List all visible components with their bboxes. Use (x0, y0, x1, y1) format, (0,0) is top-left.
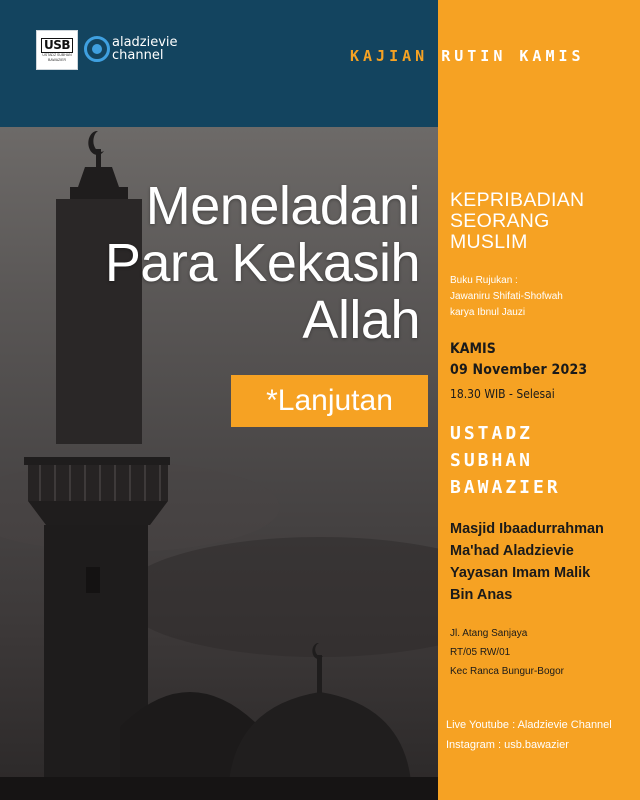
schedule (450, 339, 587, 404)
reference-line-3: karya Ibnul Jauzi (450, 307, 526, 318)
title-line-2: Para Kekasih (104, 233, 420, 293)
usb-logo-text: USB (41, 38, 73, 53)
schedule-day: KAMIS (450, 341, 496, 357)
youtube-link-text: Live Youtube : Aladzievie Channel (446, 719, 612, 731)
usb-logo-icon (36, 30, 78, 70)
reference-line-1: Buku Rujukan : (450, 275, 518, 286)
social-links (446, 715, 612, 755)
venue (450, 518, 604, 606)
address-line-3: Kec Ranca Bungur-Bogor (450, 666, 564, 677)
aladzievie-channel-logo-icon (84, 32, 178, 66)
main-title (20, 178, 420, 349)
venue-line-1: Masjid Ibaadurrahman (450, 521, 604, 537)
kajian-heading (350, 47, 585, 65)
speaker-line-2: SUBHAN (450, 450, 534, 471)
speaker-line-3: BAWAZIER (450, 477, 561, 498)
address (450, 624, 564, 681)
address-line-2: RT/05 RW/01 (450, 647, 511, 658)
lanjutan-badge: *Lanjutan (231, 375, 428, 427)
topic-line-1: KEPRIBADIAN (450, 189, 585, 211)
speaker-name (450, 420, 561, 501)
title-line-3: Allah (302, 290, 420, 350)
channel-logo-line2: channel (112, 48, 164, 63)
speaker-line-1: USTADZ (450, 423, 534, 444)
kajian-left-text: KAJIAN (350, 47, 442, 65)
channel-logo-mark (84, 36, 110, 62)
topic-line-2: SEORANG (450, 210, 550, 232)
topic-line-3: MUSLIM (450, 231, 528, 253)
topic-title (450, 190, 584, 253)
venue-line-2: Ma'had Aladzievie (450, 543, 574, 559)
venue-line-4: Bin Anas (450, 587, 513, 603)
instagram-link-text: Instagram : usb.bawazier (446, 739, 569, 751)
schedule-time: 18.30 WIB - Selesai (450, 387, 555, 401)
title-line-1: Meneladani (145, 176, 420, 236)
schedule-date: 09 November 2023 (450, 362, 588, 378)
venue-line-3: Yayasan Imam Malik (450, 565, 591, 581)
usb-logo-subtext: USTADZ SUBHAN BAWAZIER (42, 52, 72, 62)
book-reference (450, 273, 563, 321)
kajian-right-text: RUTIN KAMIS (441, 47, 585, 65)
address-line-1: Jl. Atang Sanjaya (450, 628, 528, 639)
reference-line-2: Jawaniru Shifati-Shofwah (450, 291, 563, 302)
channel-logo-line1: aladzievie (112, 35, 178, 50)
channel-logo-text (112, 36, 178, 62)
